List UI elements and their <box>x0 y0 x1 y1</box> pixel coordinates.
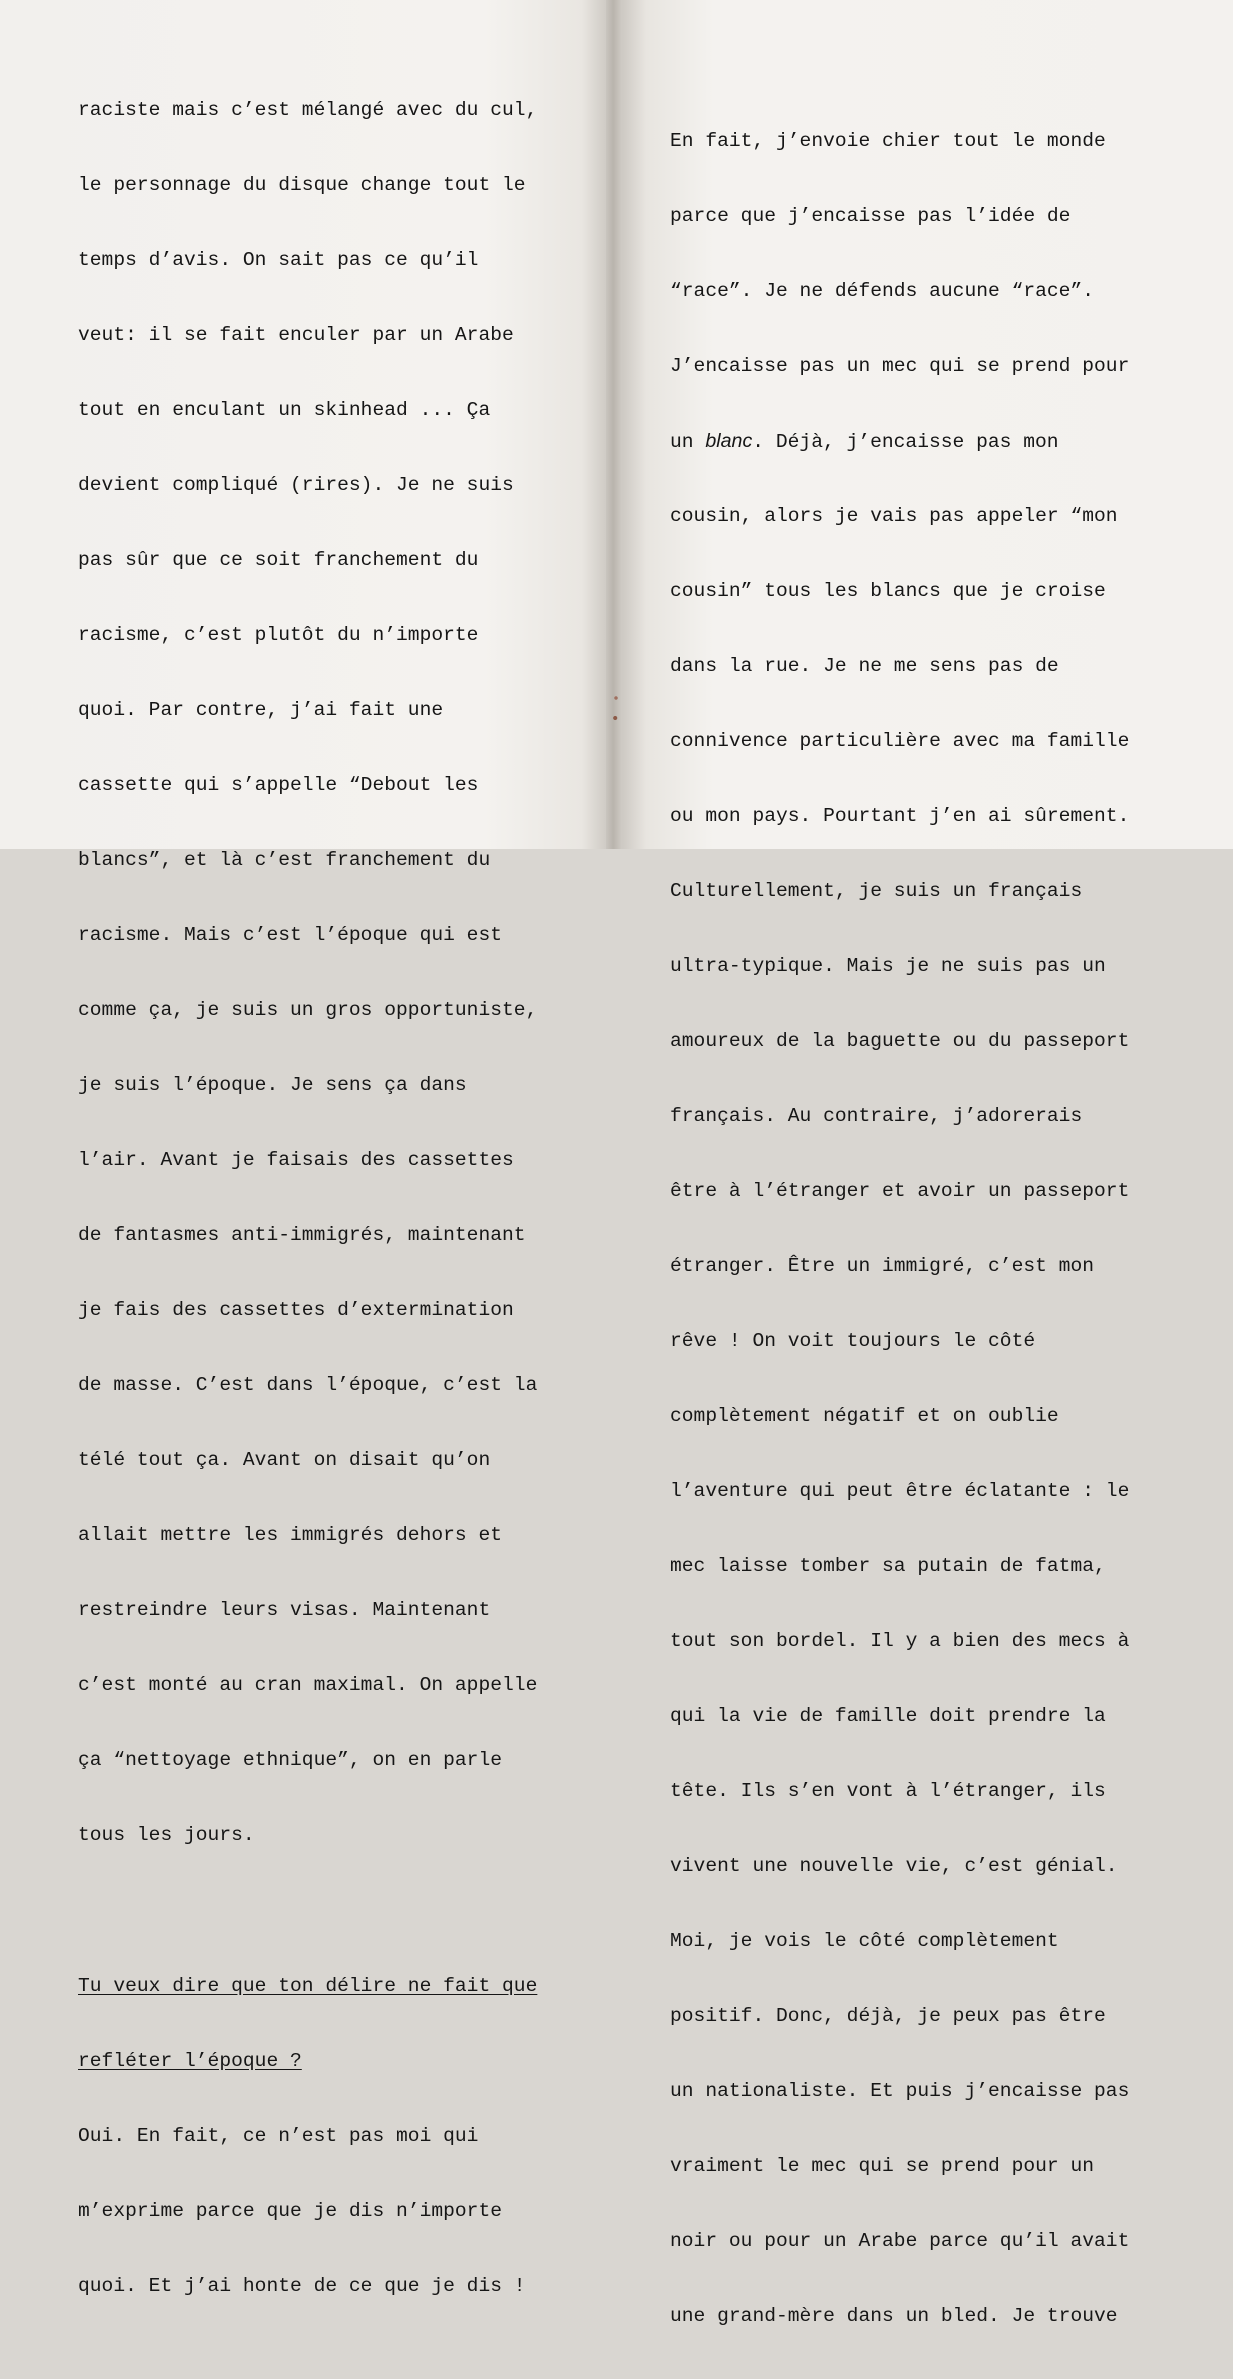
italic-word: blanc <box>705 430 753 452</box>
paper-specks <box>612 690 620 730</box>
text-line: je fais des cassettes d’extermination <box>78 1299 514 1321</box>
left-page-text <box>78 48 537 2349</box>
answer-line: m’exprime parce que je dis n’importe <box>78 2200 503 2222</box>
paragraph-gap <box>78 1898 537 1924</box>
right-page-text <box>670 79 1129 2379</box>
answer-line: Oui. En fait, ce n’est pas moi qui <box>78 2125 479 2147</box>
text-line: cassette qui s’appelle “Debout les <box>78 774 479 796</box>
text-line: Moi, je vois le côté complètement <box>670 1930 1059 1952</box>
text-line: allait mettre les immigrés dehors et <box>78 1524 503 1546</box>
text-line: rêve ! On voit toujours le côté <box>670 1330 1036 1352</box>
text-line: positif. Donc, déjà, je peux pas être <box>670 2005 1106 2027</box>
text-line: français. Au contraire, j’adorerais <box>670 1105 1083 1127</box>
interview-question-line: refléter l’époque ? <box>78 2050 302 2072</box>
text-line: Culturellement, je suis un français <box>670 880 1083 902</box>
text-line: ça “nettoyage ethnique”, on en parle <box>78 1749 503 1771</box>
text-line: vivent une nouvelle vie, c’est génial. <box>670 1855 1118 1877</box>
text-segment: . Déjà, j’encaisse pas mon <box>752 431 1059 453</box>
text-line <box>670 429 1129 454</box>
interview-question-line: Tu veux dire que ton délire ne fait que <box>78 1975 538 1997</box>
text-line: cousin” tous les blancs que je croise <box>670 580 1106 602</box>
text-line: c’est monté au cran maximal. On appelle <box>78 1674 538 1696</box>
text-line: veut: il se fait enculer par un Arabe <box>78 324 514 346</box>
text-line: racisme, c’est plutôt du n’importe <box>78 624 479 646</box>
text-segment: un <box>670 431 706 453</box>
text-line: télé tout ça. Avant on disait qu’on <box>78 1449 491 1471</box>
text-line: ou mon pays. Pourtant j’en ai sûrement. <box>670 805 1130 827</box>
text-line: l’aventure qui peut être éclatante : le <box>670 1480 1130 1502</box>
answer-line: quoi. Et j’ai honte de ce que je dis ! <box>78 2275 526 2297</box>
text-line: ultra-typique. Mais je ne suis pas un <box>670 955 1106 977</box>
text-line: temps d’avis. On sait pas ce qu’il <box>78 249 479 271</box>
text-line: comme ça, je suis un gros opportuniste, <box>78 999 538 1021</box>
text-line: dans la rue. Je ne me sens pas de <box>670 655 1059 677</box>
text-line: parce que j’encaisse pas l’idée de <box>670 205 1071 227</box>
text-line: tous les jours. <box>78 1824 255 1846</box>
text-line: tout en enculant un skinhead ... Ça <box>78 399 491 421</box>
text-line: une grand-mère dans un bled. Je trouve <box>670 2305 1118 2327</box>
text-line: devient compliqué (rires). Je ne suis <box>78 474 514 496</box>
text-line: restreindre leurs visas. Maintenant <box>78 1599 491 1621</box>
text-line: complètement négatif et on oublie <box>670 1405 1059 1427</box>
text-line: noir ou pour un Arabe parce qu’il avait <box>670 2230 1130 2252</box>
text-line: cousin, alors je vais pas appeler “mon <box>670 505 1118 527</box>
text-line: mec laisse tomber sa putain de fatma, <box>670 1555 1106 1577</box>
text-line: connivence particulière avec ma famille <box>670 730 1130 752</box>
text-line: vraiment le mec qui se prend pour un <box>670 2155 1095 2177</box>
text-line: pas sûr que ce soit franchement du <box>78 549 479 571</box>
text-line: le personnage du disque change tout le <box>78 174 526 196</box>
text-line: de fantasmes anti-immigrés, maintenant <box>78 1224 526 1246</box>
text-line: J’encaisse pas un mec qui se prend pour <box>670 355 1130 377</box>
text-line: En fait, j’envoie chier tout le monde <box>670 130 1106 152</box>
text-line: l’air. Avant je faisais des cassettes <box>78 1149 514 1171</box>
text-line: amoureux de la baguette ou du passeport <box>670 1030 1130 1052</box>
text-line: je suis l’époque. Je sens ça dans <box>78 1074 467 1096</box>
text-line: un nationaliste. Et puis j’encaisse pas <box>670 2080 1130 2102</box>
text-line: de masse. C’est dans l’époque, c’est la <box>78 1374 538 1396</box>
text-line: blancs”, et là c’est franchement du <box>78 849 491 871</box>
text-line: tout son bordel. Il y a bien des mecs à <box>670 1630 1130 1652</box>
text-line: tête. Ils s’en vont à l’étranger, ils <box>670 1780 1106 1802</box>
text-line: racisme. Mais c’est l’époque qui est <box>78 924 503 946</box>
text-line: quoi. Par contre, j’ai fait une <box>78 699 444 721</box>
text-line: qui la vie de famille doit prendre la <box>670 1705 1106 1727</box>
text-line: être à l’étranger et avoir un passeport <box>670 1180 1130 1202</box>
text-line: raciste mais c’est mélangé avec du cul, <box>78 99 538 121</box>
text-line: étranger. Être un immigré, c’est mon <box>670 1255 1095 1277</box>
text-line: “race”. Je ne défends aucune “race”. <box>670 280 1095 302</box>
